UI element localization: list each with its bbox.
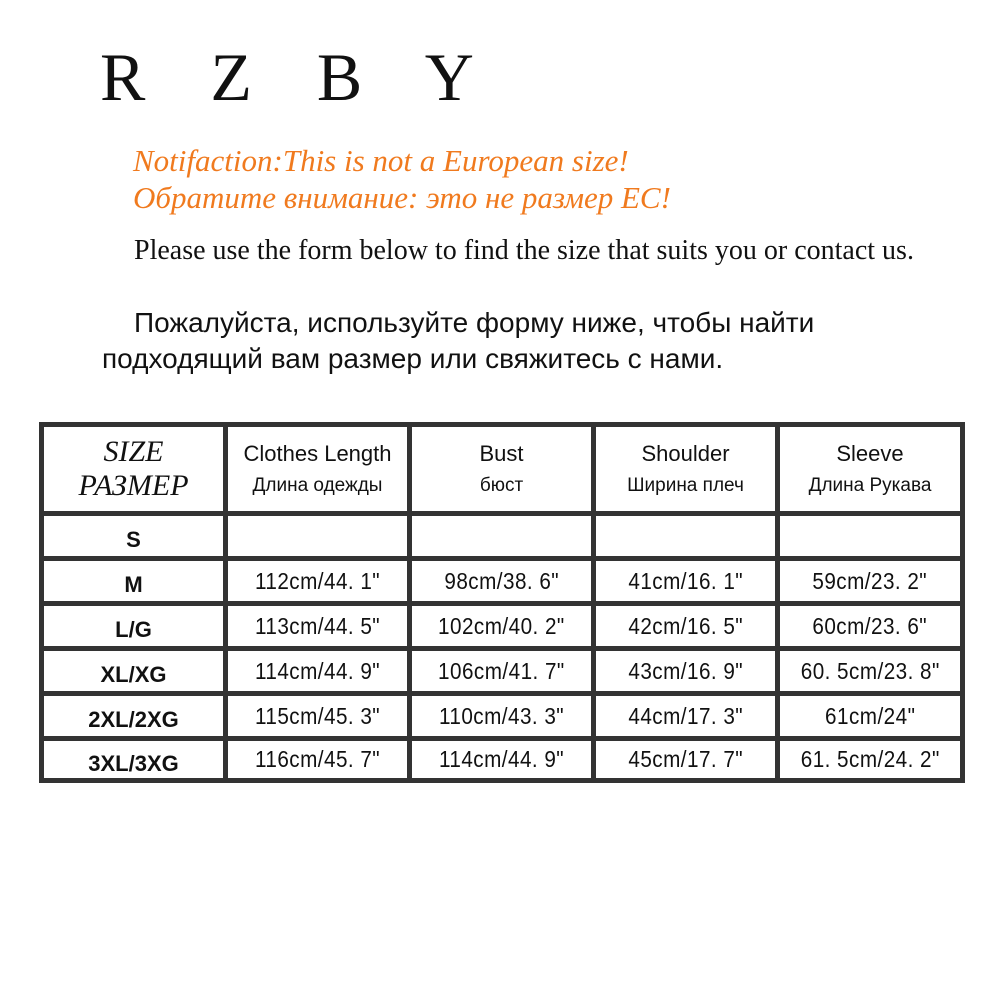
instructions-ru: Пожалуйста, используйте форму ниже, чтобы найти подходящий вам размер или свяжитесь с нами. bbox=[102, 307, 815, 374]
column-header-en: Bust bbox=[479, 441, 524, 466]
size-cell bbox=[44, 741, 223, 778]
measurement-value: 102cm/40. 2" bbox=[438, 612, 565, 639]
size-header-ru: РАЗМЕР bbox=[78, 469, 189, 502]
table-cell bbox=[228, 741, 407, 778]
table-cell bbox=[412, 606, 591, 646]
measurement-value: 61. 5cm/24. 2" bbox=[800, 746, 940, 772]
measurement-value: 98cm/38. 6" bbox=[444, 567, 559, 594]
table-cell bbox=[780, 651, 960, 691]
table-cell bbox=[780, 741, 960, 778]
size-cell bbox=[44, 651, 223, 691]
measurement-value: 114cm/44. 9" bbox=[254, 657, 381, 684]
size-label: M bbox=[124, 572, 143, 597]
measurement-value: 42cm/16. 5" bbox=[628, 612, 743, 639]
measurement-value: 60cm/23. 6" bbox=[812, 612, 928, 639]
measurement-value: 106cm/41. 7" bbox=[438, 657, 565, 684]
column-header-ru: бюст bbox=[479, 475, 524, 496]
measurement-value: 115cm/45. 3" bbox=[254, 702, 381, 729]
column-header-en: Shoulder bbox=[641, 441, 730, 466]
table-cell bbox=[228, 606, 407, 646]
measurement-value: 60. 5cm/23. 8" bbox=[800, 657, 940, 684]
table-cell bbox=[596, 606, 775, 646]
measurement-value: 43cm/16. 9" bbox=[628, 657, 743, 684]
column-header bbox=[780, 427, 960, 511]
measurement-value: 45cm/17. 7" bbox=[628, 746, 743, 772]
table-cell bbox=[228, 651, 407, 691]
table-cell bbox=[228, 516, 407, 556]
column-header-ru: Ширина плеч bbox=[627, 475, 744, 496]
table-cell bbox=[780, 516, 960, 556]
column-header-ru: Длина одежды bbox=[252, 475, 383, 496]
table-cell bbox=[412, 741, 591, 778]
size-cell bbox=[44, 606, 223, 646]
table-cell bbox=[228, 561, 407, 601]
table-cell bbox=[596, 741, 775, 778]
size-label: XL/XG bbox=[100, 662, 167, 687]
measurement-value: 113cm/44. 5" bbox=[254, 612, 381, 639]
table-cell bbox=[780, 561, 960, 601]
measurement-value: 116cm/45. 7" bbox=[254, 746, 381, 772]
size-header-en: SIZE bbox=[103, 435, 164, 468]
table-cell bbox=[596, 696, 775, 736]
brand-logo: R Z B Y bbox=[100, 39, 498, 115]
table-cell bbox=[780, 606, 960, 646]
table-cell bbox=[412, 516, 591, 556]
size-label: L/G bbox=[115, 617, 152, 642]
table-cell bbox=[596, 516, 775, 556]
size-label: 2XL/2XG bbox=[88, 707, 179, 732]
notice-ru: Обратите внимание: это не размер ЕС! bbox=[133, 180, 671, 215]
measurement-value: 110cm/43. 3" bbox=[438, 702, 565, 729]
column-header bbox=[412, 427, 591, 511]
table-cell bbox=[412, 696, 591, 736]
size-label: S bbox=[126, 527, 141, 552]
measurement-value: 59cm/23. 2" bbox=[812, 567, 928, 594]
size-label: 3XL/3XG bbox=[88, 750, 179, 776]
measurement-value: 44cm/17. 3" bbox=[628, 702, 743, 729]
size-cell bbox=[44, 516, 223, 556]
size-header-cell bbox=[44, 427, 223, 511]
column-header-en: Sleeve bbox=[836, 441, 904, 466]
table-cell bbox=[228, 696, 407, 736]
instructions-en: Please use the form below to find the size that suits you or contact us. bbox=[134, 235, 914, 266]
table-cell bbox=[596, 561, 775, 601]
table-cell bbox=[780, 696, 960, 736]
table-cell bbox=[412, 561, 591, 601]
table-cell bbox=[596, 651, 775, 691]
column-header bbox=[596, 427, 775, 511]
table-cell bbox=[412, 651, 591, 691]
column-header-ru: Длина Рукава bbox=[808, 475, 932, 496]
measurement-value: 114cm/44. 9" bbox=[438, 746, 565, 772]
measurement-value: 112cm/44. 1" bbox=[254, 567, 381, 594]
column-header bbox=[228, 427, 407, 511]
measurement-value: 41cm/16. 1" bbox=[628, 567, 743, 594]
measurement-value: 61cm/24" bbox=[824, 702, 916, 729]
size-table bbox=[39, 422, 965, 783]
size-cell bbox=[44, 696, 223, 736]
column-header-en: Clothes Length bbox=[243, 441, 392, 466]
size-cell bbox=[44, 561, 223, 601]
notice-en: Notifaction:This is not a European size! bbox=[133, 143, 629, 178]
